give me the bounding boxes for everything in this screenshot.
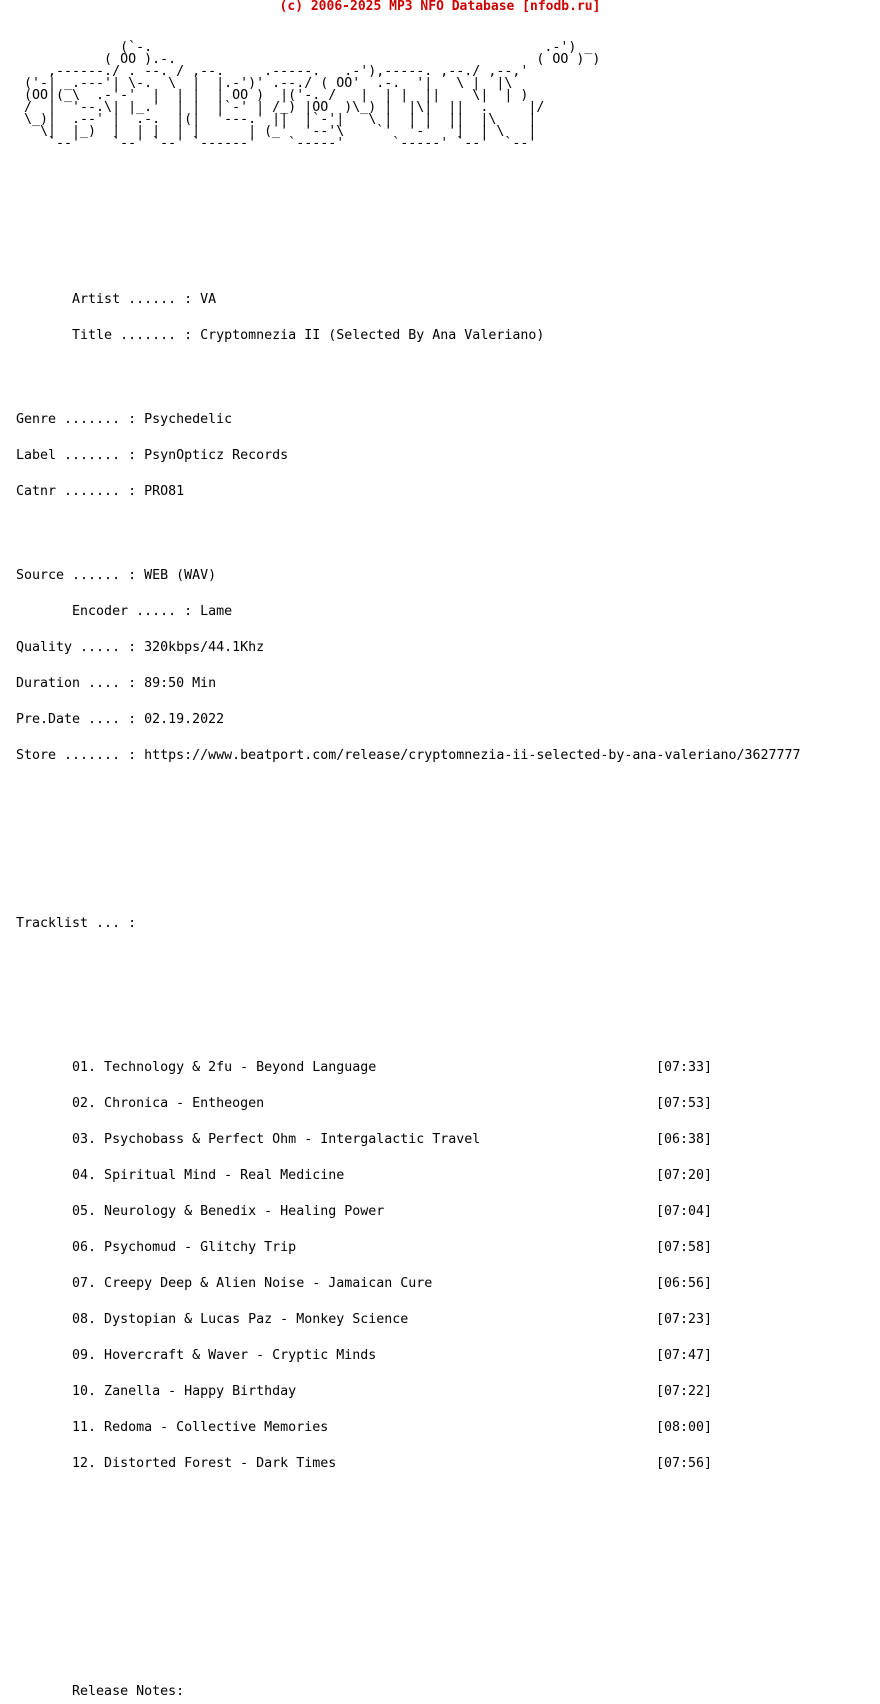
spacer bbox=[16, 798, 801, 810]
nfo-document bbox=[16, 18, 801, 1704]
track-duration: [07:58] bbox=[656, 1240, 713, 1255]
spacer bbox=[16, 174, 801, 186]
track-title: 02. Chronica - Entheogen bbox=[16, 1096, 265, 1111]
track-duration: [07:20] bbox=[656, 1168, 713, 1183]
source-line: Source ...... : WEB (WAV) bbox=[16, 568, 217, 583]
track-title: 04. Spiritual Mind - Real Medicine bbox=[16, 1168, 345, 1183]
track-duration: [06:38] bbox=[656, 1132, 713, 1147]
track-row bbox=[16, 1278, 716, 1290]
track-row bbox=[16, 1062, 716, 1074]
track-title: 08. Dystopian & Lucas Paz - Monkey Science bbox=[16, 1312, 409, 1327]
track-title: 03. Psychobass & Perfect Ohm - Intergalactic Travel bbox=[16, 1132, 481, 1147]
track-duration: [07:33] bbox=[656, 1060, 713, 1075]
track-title: 10. Zanella - Happy Birthday bbox=[16, 1384, 297, 1399]
site-header[interactable]: (c) 2006-2025 MP3 NFO Database [nfodb.ru] bbox=[279, 0, 601, 14]
spacer bbox=[16, 210, 801, 222]
spacer bbox=[16, 366, 801, 378]
title-line: Title ....... : Cryptomnezia II (Selected By Ana Valeriano) bbox=[16, 328, 545, 343]
track-duration: [07:23] bbox=[656, 1312, 713, 1327]
track-row bbox=[16, 1170, 716, 1182]
catnr-line: Catnr ....... : PRO81 bbox=[16, 484, 185, 499]
ascii-logo: (`-. .-') _ ( OO ).-. ( OO ) ) ,------./ . --. / ,--. .-----. .-'),-----. ,--./ ,--,' ('-| _.---'| \-. \ | |.-')' .--./ ( OO' .-. '| \ | |\ (OO|(_\ .-'-' | | | | OO ) |('-. / | | | || \| | ) / | '--.\| |_.' | | |`-' | /_) |OO )\_) | |\| || . |/ \_)| .--' | .-. |(| '---.' || |`-'| \ | | | || |\ | \| |_) | | | | | | (_' '--'\ `' '-' '| | \ | `--' `--' `--' `------' `-----' `-----' `--' `--' bbox=[24, 40, 601, 151]
quality-line: Quality ..... : 320kbps/44.1Khz bbox=[16, 640, 265, 655]
track-row bbox=[16, 1350, 716, 1362]
track-row bbox=[16, 1386, 716, 1398]
spacer bbox=[16, 1602, 801, 1614]
duration-line: Duration .... : 89:50 Min bbox=[16, 676, 217, 691]
spacer bbox=[16, 870, 801, 882]
artist-line: Artist ...... : VA bbox=[16, 292, 217, 307]
track-row bbox=[16, 1098, 716, 1110]
predate-line: Pre.Date .... : 02.19.2022 bbox=[16, 712, 225, 727]
spacer bbox=[16, 834, 801, 846]
track-duration: [07:04] bbox=[656, 1204, 713, 1219]
tracklist-heading: Tracklist ... : bbox=[16, 916, 137, 931]
genre-line: Genre ....... : Psychedelic bbox=[16, 412, 233, 427]
spacer bbox=[16, 522, 801, 534]
tracklist bbox=[16, 1038, 801, 1494]
track-duration: [08:00] bbox=[656, 1420, 713, 1435]
spacer bbox=[16, 246, 801, 258]
track-row bbox=[16, 1314, 716, 1326]
store-line[interactable]: Store ....... : https://www.beatport.com/release/cryptomnezia-ii-selected-by-ana-valeriano/3627777 bbox=[16, 748, 801, 763]
label-line: Label ....... : PsynOpticz Records bbox=[16, 448, 289, 463]
spacer bbox=[16, 954, 801, 966]
track-row bbox=[16, 1134, 716, 1146]
track-duration: [07:47] bbox=[656, 1348, 713, 1363]
spacer bbox=[16, 990, 801, 1002]
track-title: 09. Hovercraft & Waver - Cryptic Minds bbox=[16, 1348, 377, 1363]
track-row bbox=[16, 1458, 716, 1470]
track-duration: [07:56] bbox=[656, 1456, 713, 1471]
spacer bbox=[16, 1530, 801, 1542]
track-row bbox=[16, 1422, 716, 1434]
release-notes-heading: Release Notes: bbox=[16, 1684, 185, 1699]
track-title: 12. Distorted Forest - Dark Times bbox=[16, 1456, 337, 1471]
track-title: 01. Technology & 2fu - Beyond Language bbox=[16, 1060, 377, 1075]
track-row bbox=[16, 1242, 716, 1254]
track-row bbox=[16, 1206, 716, 1218]
track-duration: [06:56] bbox=[656, 1276, 713, 1291]
track-title: 11. Redoma - Collective Memories bbox=[16, 1420, 329, 1435]
encoder-line: Encoder ..... : Lame bbox=[16, 604, 233, 619]
track-duration: [07:22] bbox=[656, 1384, 713, 1399]
track-title: 07. Creepy Deep & Alien Noise - Jamaican Cure bbox=[16, 1276, 433, 1291]
track-title: 06. Psychomud - Glitchy Trip bbox=[16, 1240, 297, 1255]
spacer bbox=[16, 1566, 801, 1578]
spacer bbox=[16, 1638, 801, 1650]
track-title: 05. Neurology & Benedix - Healing Power bbox=[16, 1204, 385, 1219]
track-duration: [07:53] bbox=[656, 1096, 713, 1111]
